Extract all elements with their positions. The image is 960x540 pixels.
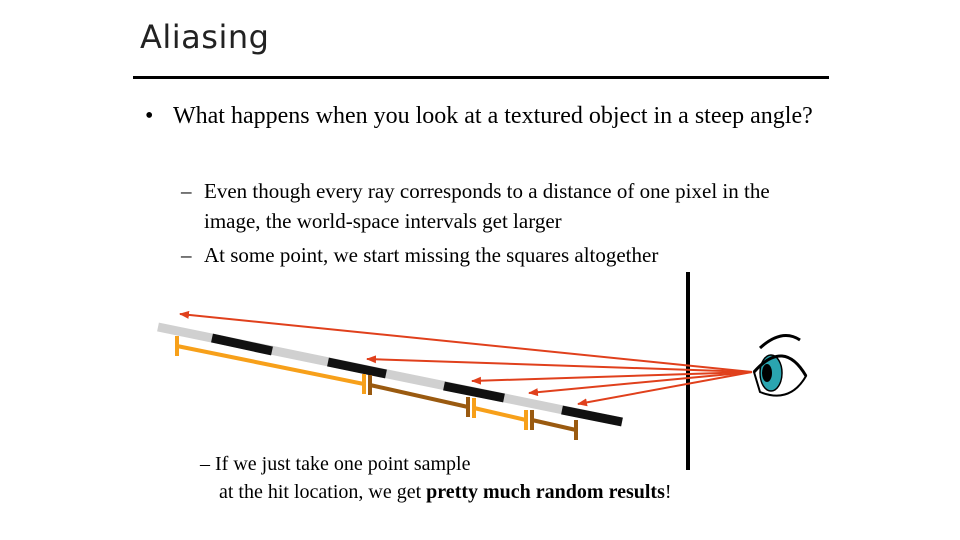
texture-square	[328, 362, 386, 374]
slide-title: Aliasing	[140, 18, 270, 56]
texture-square	[444, 386, 504, 398]
texture-square	[212, 338, 272, 351]
sub-bullet-2-text: At some point, we start missing the squares altogether	[204, 243, 659, 267]
bullet-dot: •	[145, 103, 154, 129]
sub-bullet-1-text: Even though every ray corresponds to a distance of one pixel in the image, the world-space intervals get larger	[204, 179, 770, 233]
eye-icon	[754, 336, 806, 396]
main-bullet-text: What happens when you look at a textured object in a steep angle?	[173, 103, 813, 129]
note-line-2-pre: at the hit location, we get	[219, 481, 427, 503]
note-line-2-post: !	[664, 481, 672, 503]
note-emphasis: pretty much random results	[426, 481, 665, 503]
note-line-2	[219, 478, 840, 506]
note-dash: –	[200, 453, 210, 475]
sub-bullet-dash: –	[181, 179, 192, 203]
bottom-note	[200, 450, 840, 506]
world-space-intervals	[177, 336, 576, 440]
texture-square	[562, 410, 622, 422]
note-line-1: If we just take one point sample	[215, 453, 471, 475]
textured-plane	[158, 327, 622, 422]
sub-bullet-dash: –	[181, 243, 192, 267]
